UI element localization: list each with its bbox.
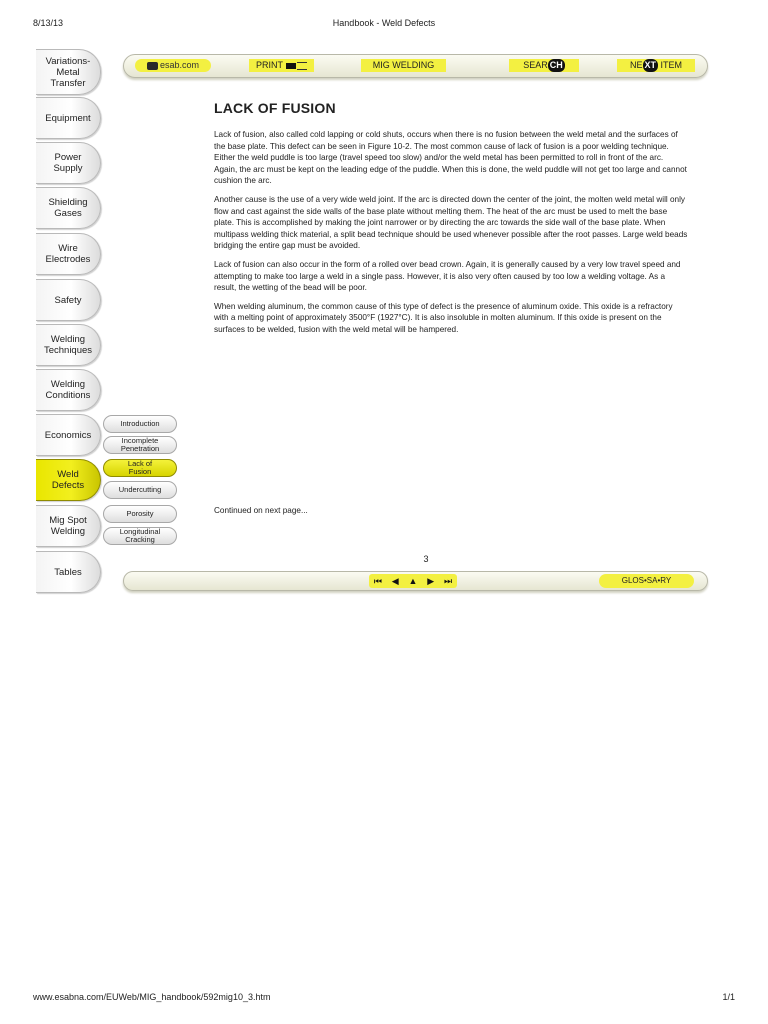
subnav-label: Incomplete Penetration	[120, 436, 160, 453]
print-title: Handbook - Weld Defects	[332, 18, 436, 28]
nav-tab-label: Equipment	[45, 112, 91, 124]
next-item-button[interactable]	[617, 59, 695, 72]
nav-tab-label: Economics	[44, 429, 92, 441]
glossary-button[interactable]: GLOS•SA•RY	[599, 574, 694, 588]
paragraph: When welding aluminum, the common cause of this type of defect is the presence of aluminum oxide. This oxide is a refractory with a melting point of approximately 3500°F (1927°C). It is also insoluble in molten aluminum. If this oxide is present on the surfaces to be welded, fusion with the weld metal will be hampered.	[214, 301, 673, 334]
nav-tab-weld-defects[interactable]	[36, 459, 101, 501]
print-label: PRINT	[256, 60, 283, 70]
subnav-label: Introduction	[120, 419, 160, 428]
search-button[interactable]	[509, 59, 579, 72]
paragraph: Another cause is the use of a very wide weld joint. If the arc is directed down the center of the joint, the molten weld metal will only flow and cast against the side walls of the base plate without melting them. The heat of the arc must be used to melt the base plate. This is accomplished by making the joint narrower or by directing the arc towards the side wall of the base plate. When multipass welding thick material, a split bead technique should be used whenever possible after the root passes. Large weld beads bridging the entire gap must be avoided.	[214, 194, 688, 251]
nav-tab-label: Wire Electrodes	[45, 243, 91, 265]
nav-tab-equipment[interactable]	[36, 97, 101, 139]
paragraph: Lack of fusion can also occur in the form of a rolled over bead crown. Again, it is generally caused by a very low travel speed and attempting to make too large a weld in a single pass. However, it is also very often caused by too low a welding voltage. As a result, the wetting of the bead will be poor.	[214, 259, 681, 293]
nav-tab-tables[interactable]	[36, 551, 101, 593]
nav-tab-economics[interactable]	[36, 414, 101, 456]
first-page-icon[interactable]: ⏮	[373, 576, 382, 586]
paragraph: Lack of fusion, also called cold lapping or cold shuts, occurs when there is no fusion between the weld metal and the surfaces of the base plate. This defect can be seen in Figure 10-2. The most common cause of lack of fusion is a poor welding technique. Either the weld puddle is too large (travel speed too slow) and/or the weld metal has been permitted to roll in front of the arc. Again, the arc must be kept on the leading edge of the puddle. When this is done, the weld puddle will not get too large and cannot cushion the arc.	[214, 130, 687, 186]
subnav-undercutting[interactable]	[103, 481, 177, 499]
nav-tab-safety[interactable]	[36, 279, 101, 321]
esab-home-link[interactable]	[135, 59, 211, 72]
page-title: LACK OF FUSION	[214, 100, 336, 116]
print-button[interactable]	[249, 59, 314, 72]
mig-welding-link[interactable]	[361, 59, 446, 72]
nav-tab-label: Weld Defects	[51, 469, 85, 491]
article	[214, 100, 688, 343]
nav-tab-label: Variations- Metal Transfer	[45, 55, 91, 89]
prev-page-icon[interactable]: ◀	[391, 576, 399, 586]
subnav-label: Longitudinal Cracking	[119, 527, 161, 544]
print-page-count: 1/1	[722, 992, 735, 1002]
next-page-icon[interactable]: ▶	[427, 576, 435, 586]
nav-tab-label: Mig Spot Welding	[49, 515, 87, 537]
printer-icon	[286, 63, 296, 69]
nav-tab-welding-techniques[interactable]	[36, 324, 101, 366]
subnav-label: Porosity	[126, 509, 154, 518]
continued-note: Continued on next page...	[214, 506, 308, 515]
nav-tab-mig-spot-welding[interactable]	[36, 505, 101, 547]
nav-tab-variations-metal-transfer[interactable]	[36, 49, 101, 95]
next-label-c: ITEM	[658, 60, 683, 70]
nav-tab-welding-conditions[interactable]	[36, 369, 101, 411]
subnav-label: Undercutting	[118, 485, 162, 494]
subnav-incomplete-penetration[interactable]	[103, 436, 177, 454]
pager	[369, 574, 457, 588]
nav-tab-shielding-gases[interactable]	[36, 187, 101, 229]
print-url: www.esabna.com/EUWeb/MIG_handbook/592mig10_3.htm	[33, 992, 271, 1002]
esab-link-label: esab.com	[159, 60, 200, 70]
search-label-a: SEAR	[523, 60, 548, 70]
nav-tab-label: Welding Conditions	[45, 379, 91, 401]
nav-tab-label: Power Supply	[53, 152, 83, 174]
subnav-longitudinal-cracking[interactable]	[103, 527, 177, 545]
next-label-b: XT	[644, 60, 657, 70]
nav-tab-label: Safety	[54, 294, 82, 306]
nav-tab-power-supply[interactable]	[36, 142, 101, 184]
subnav-lack-of-fusion[interactable]	[103, 459, 177, 477]
nav-tab-label: Tables	[54, 566, 82, 578]
esab-logo-icon	[147, 62, 158, 70]
section-label: MIG WELDING	[372, 60, 435, 70]
nav-tab-wire-electrodes[interactable]	[36, 233, 101, 275]
subnav-introduction[interactable]	[103, 415, 177, 433]
print-date: 8/13/13	[33, 18, 64, 28]
next-label-a: NE	[629, 60, 643, 70]
subnav-porosity[interactable]	[103, 505, 177, 523]
lines-icon	[297, 62, 307, 70]
search-label-b: CH	[549, 60, 563, 70]
page-number: 3	[423, 554, 429, 564]
subnav-label: Lack of Fusion	[127, 459, 153, 476]
bottom-toolbar	[123, 571, 708, 591]
up-icon[interactable]: ▲	[408, 576, 418, 586]
nav-tab-label: Welding Techniques	[43, 334, 93, 356]
last-page-icon[interactable]: ⏭	[443, 576, 453, 586]
top-toolbar	[123, 54, 708, 78]
nav-tab-label: Shielding Gases	[48, 197, 88, 219]
